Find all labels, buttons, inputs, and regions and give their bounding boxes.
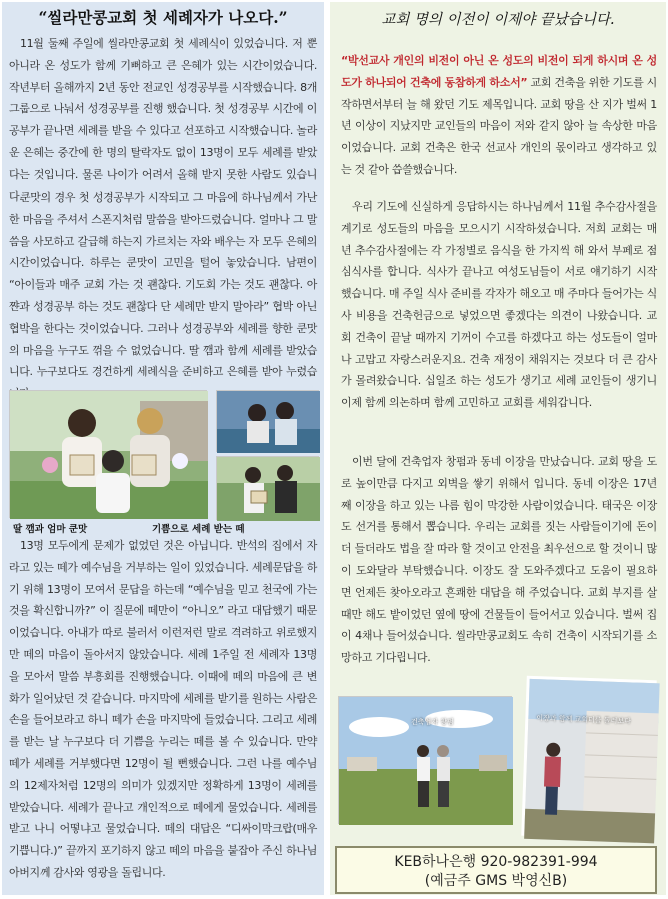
right-intro-paragraph [341,50,657,180]
left-paragraph-1: 11월 둘째 주일에 씰라만콩교회 첫 세례식이 있었습니다. 저 뿐 아니라 온 성도가 함께 기뻐하고 큰 은혜가 있는 시간이었습니다. 작년부터 올해까지 2년 동안 전교인 성경공부를 시작했습니다. 8개 그룹으로 나눠서 성경공부를 진행 했습니다. 첫 성경공부 시간에 이 공부가 끝나면 세례를 받을 수 있다고 선포하고 시작했습니다. 놀라운 은혜는 중간에 한 명의 탈락자도 없이 13명이 모두 세례를 받았다는 것입니다. 물론 나이가 어려서 올해 받지 못한 사람도 있습니다. [9,37,317,203]
baptism-photo-water [216,390,319,452]
left-paragraph-2: 쿤맛의 경우 첫 성경공부가 시작되고 그 마음에 하나님께서 가난한 마음을 주셔서 스폰지처럼 말씀을 받아드렸습니다. 얼마나 그 말씀을 사모하고 갈급해 하는지 가르치는 자와 배우는 자 모두 은혜의 시간이었습니다. 하루는 쿤맛이 고민을 털어 놓았습니다. 남편이 “아이들과 매주 교회 가는 것 괜찮다. 기도회 가는 것도 괜찮다. 아쨘과 성경공부 하는 것도 괜찮다 단 세례만 받지 말아라” 협박 아닌 협박을 한다는 것이었습니다. 그러나 성경공부와 세례를 향한 쿤맛의 마음을 누구도 꺾을 수 없었습니다. 딸 깸과 함께 세례를 받았습니다. 누구보다도 경건하게 세례식을 준비하고 은혜를 받아 누렸습 [9,191,317,379]
prayer-quote-continuation: 교회 건축을 위한 기도를 시작하면서부터 늘 해 왔던 기도 제목입니다. 교회 땅을 산 지가 벌써 1년 이상이 지났지만 교인들의 마음이 저와 같지 않아 늘 속상한 마음이었습니다. 교회 건축은 한국 선교사 개인의 몫이라고 생각하고 있는 것 같아 씁쓸했습니다. [341,75,657,176]
right-article-title: 교회 명의 이전이 이제야 끝났습니다. [381,12,615,28]
baptism-photo-mother-daughter [9,390,207,518]
photo-overlay-builder: 건축업자 창펌 [411,718,454,726]
bank-account-holder: (예금주 GMS 박영신B) [424,873,568,889]
bank-account-box [335,846,657,894]
baptism-photo-certificate [216,456,319,520]
photo-caption-mother-daughter: 딸 깸과 엄마 쿤맛 [13,524,88,535]
left-paragraph-3: 13명 모두에게 문제가 없었던 것은 아닙니다. 반석의 집에서 자라고 있는 떼가 예수님을 거부하는 일이 있었습니다. 세례문답을 하기 위해 13명이 모여서 문답을 하는데 “예수님을 믿고 천국에 가는 것을 확신합니까?” 이 질문에 떼만이 “아니오” 라고 대답했기 때문이었습니다. 아내가 따로 불러서 이런저런 말로 격려하고 위로했지만 떼의 마음이 돌아서지 않았습니다. 세례 1주일 전 세례자 13명을 모아서 말씀 부흥회를 진행했습니다. 이때에 떼의 마음에 큰 변화가 일어났던 것 같습니다. 마지막에 세례를 받기를 원하는 사람은 손을 들어보라고 하니 떼가 손을 마지막에 들었습니다. 그리고 세례를 받는 날 누구보다 더 기쁨을 누리는 떼를 볼 수 있습니다. 만약 떼가 세례를 거부했다면 12명이 될 뻔했습니다. 그런 나를 예수님의 12제자처럼 12명의 의미가 있겠지만 정확하게 13명이 세례를 받았습니다. 세례가 끝나고 개인적으로 떼에게 물었습니다. 세례를 받고 나니 어떻냐고 물었습니다. 떼의 대답은 “디싸이막크랍(매우 기쁩니다.)” 끝까지 포기하지 않고 떼의 마음을 붙잡아 주신 하나님 아버지께 감사와 영광을 돌립니다. [9,539,317,879]
left-article-title: “씰라만콩교회 첫 세례자가 나오다.” [38,8,288,27]
right-paragraph-2: 이번 달에 건축업자 창펌과 동네 이장을 만났습니다. 교회 땅을 도로 높이만큼 다지고 외벽을 쌓기 위해서 입니다. 동네 이장은 17년 째 이장을 하고 있는 나름 힘이 막강한 사람이었습니다. 태국은 이장도 선거를 통해서 뽑습니다. 우리는 교회를 짓는 사람들이기에 돈이 더 들더라도 법을 잘 따라 할 것이고 안전을 최우선으로 할 것이니 많이 도와달라 부탁했습니다. 이장도 잘 도와주겠다고 도움이 필요하면 언제든 찾아오라고 흔쾌한 대답을 해 주었습니다. 교회 부지를 살 때만 해도 밭이었던 옆에 땅에 건물들이 들어서고 있습니다. 벌써 집이 4채나 들어섰습니다. 씰라만콩교회도 속히 건축이 시작되기를 소망하고 기다립니다. [341,455,657,665]
right-paragraph-1: 우리 기도에 신실하게 응답하시는 하나님께서 11월 추수감사절을 계기로 성도들의 마음을 모으시기 시작하셨습니다. 저희 교회는 매년 추수감사절에는 각 가정별로 음식을 한 가지씩 해 와서 부페로 점심식사를 합니다. 식사가 끝나고 여성도님들이 서로 얘기하기 시작했습니다. 매 주일 식사 준비를 각자가 해오고 매 주마다 들어가는 식사 비용을 건축헌금으로 넣었으면 좋겠다는 의견이 나왔습니다. 교회 건축이 끝날 때까지 기꺼이 수고를 하겠다고 하는 성도들이 얼마나 고맙고 자랑스러운지요. 건축 재정이 채워지는 것보다 더 큰 감사가 몰려왔습니다. 십일조 하는 성도가 생기고 세례 교인들이 생기니 이제 함께 의논하며 함께 고민하고 교회를 세워갑니다. [341,200,657,410]
bank-account-number: KEB하나은행 920-982391-994 [394,854,598,870]
photo-with-builder [338,696,512,824]
photo-with-village-chief [521,676,657,840]
photo-caption-baptism: 기쁨으로 세례 받는 떼 [152,524,245,535]
photo-overlay-village-chief: 이장과 함께 교회터를 돌러보다 [536,714,632,726]
prayer-quote: “박선교사 개인의 비전이 아닌 온 성도의 비전이 되게 하시며 온 성도가 하나되어 건축에 동참하게 하소서” [341,54,657,89]
